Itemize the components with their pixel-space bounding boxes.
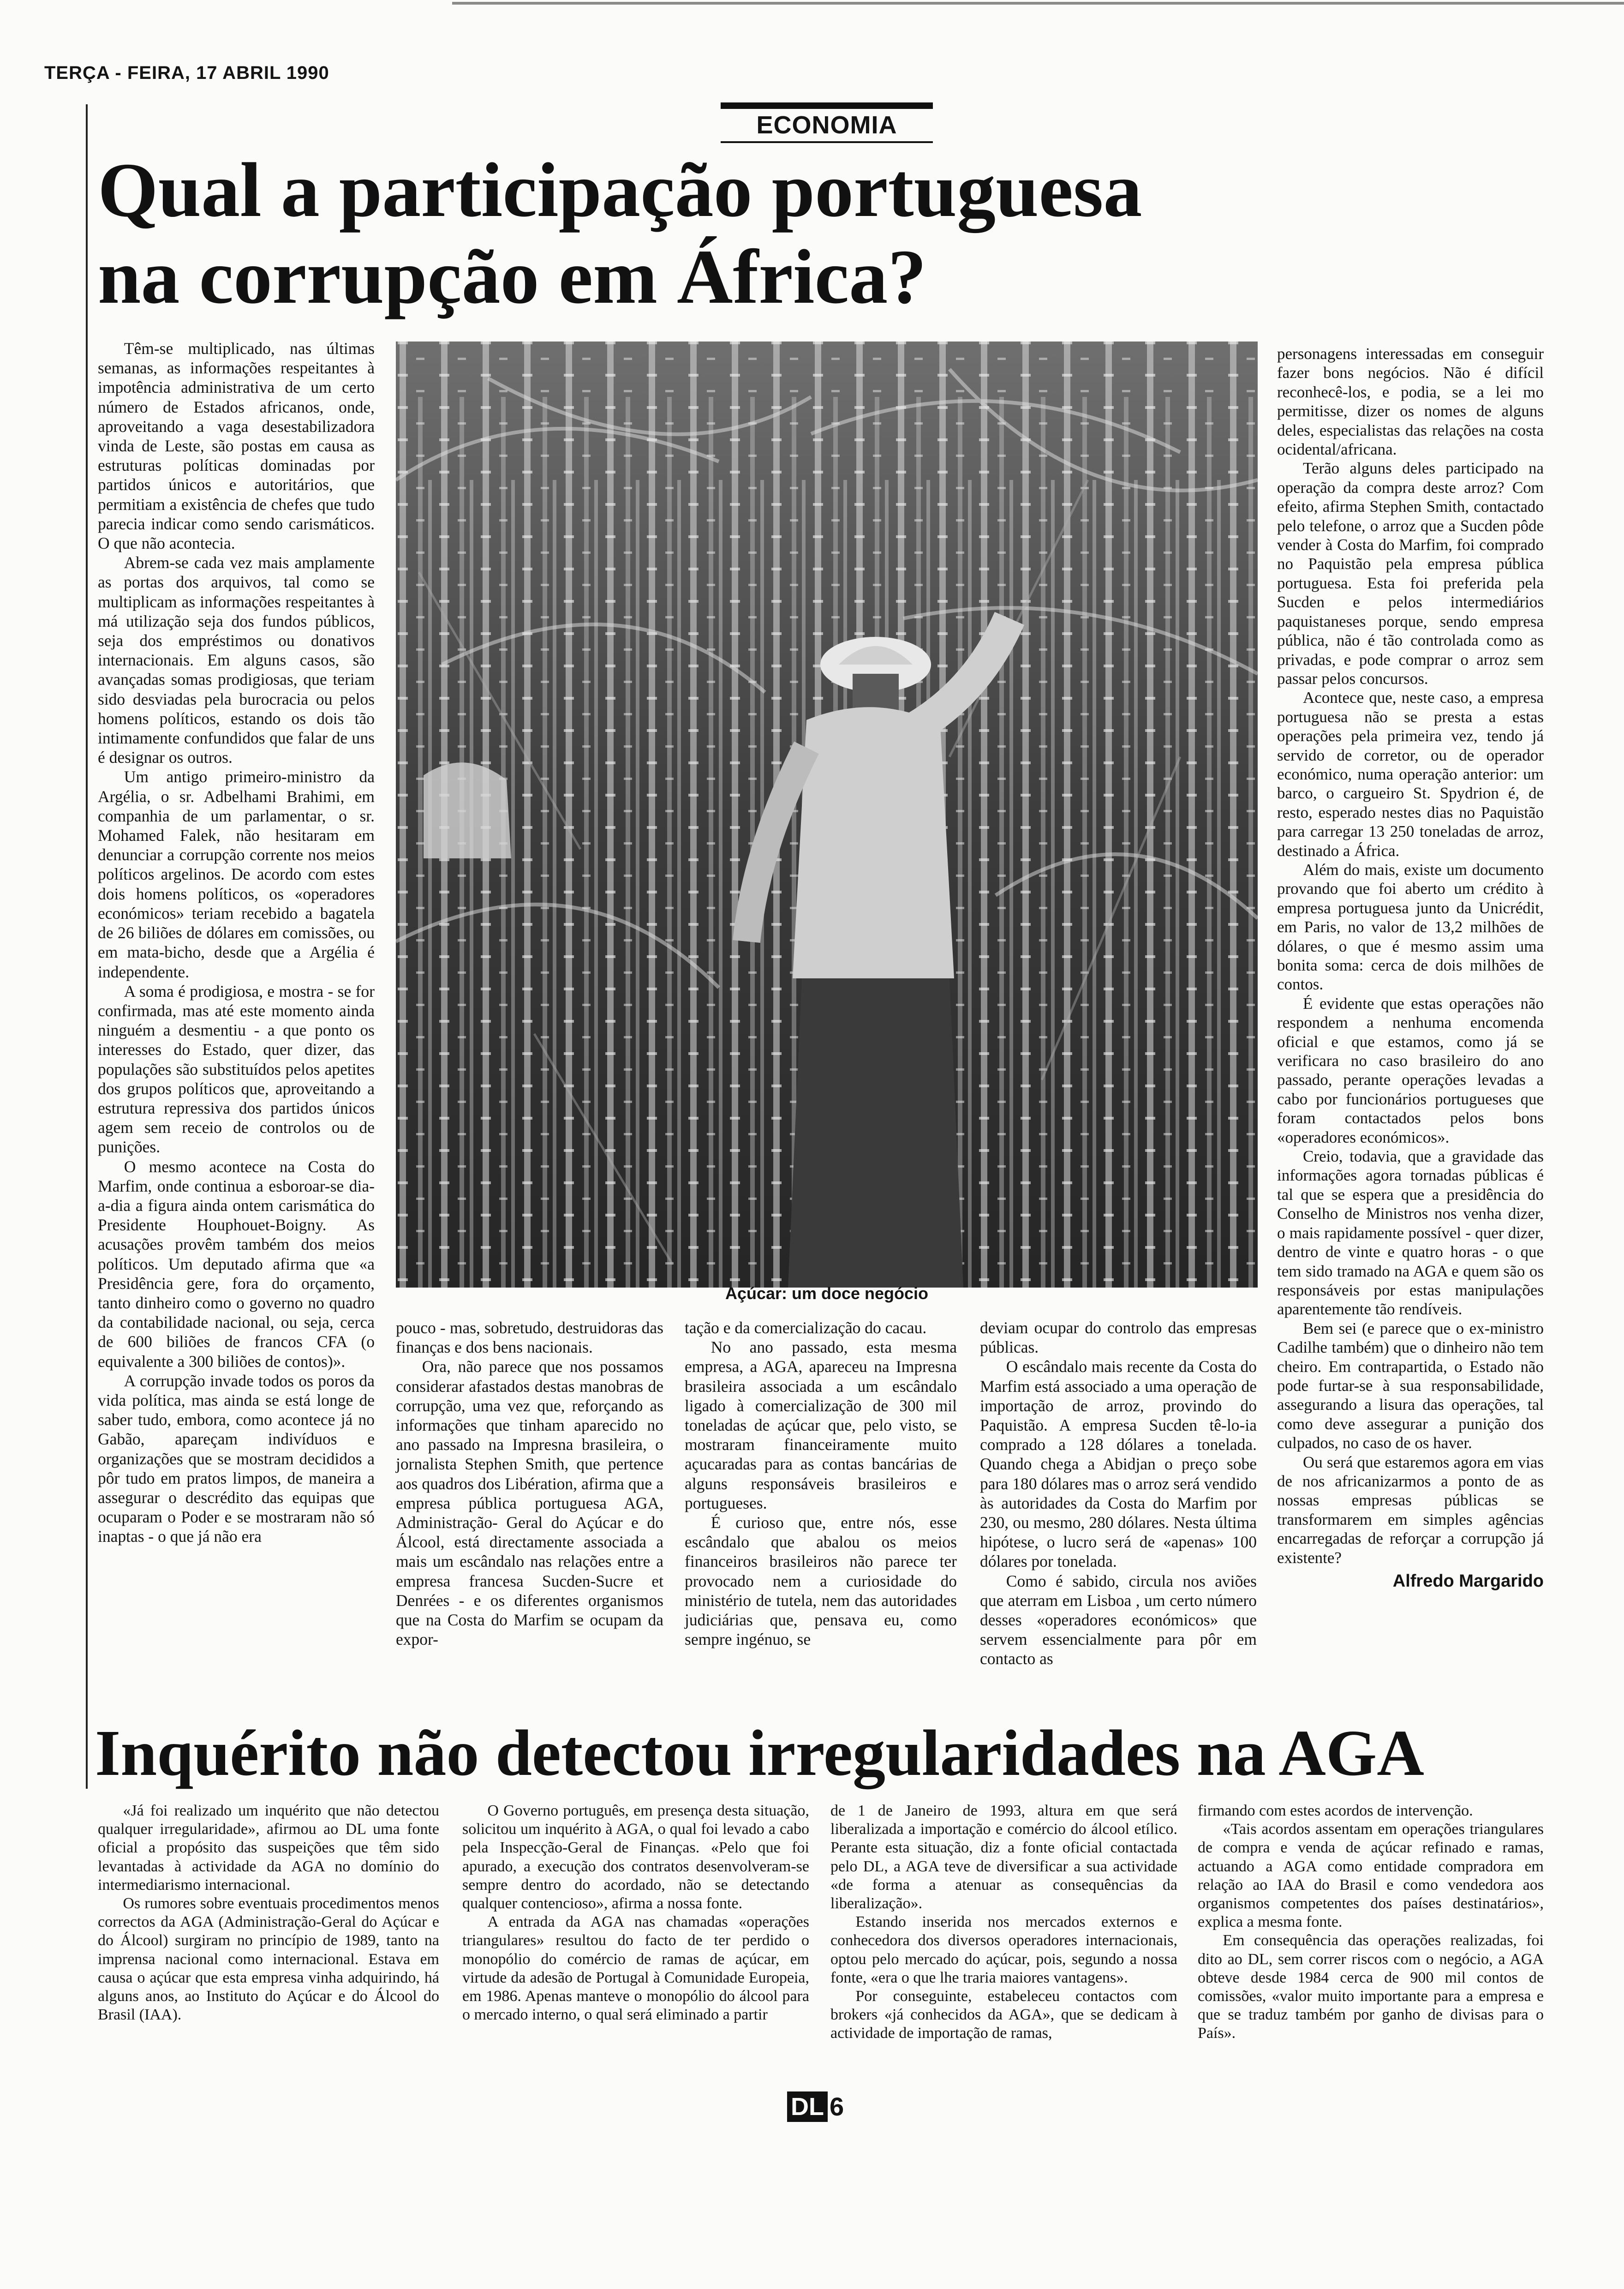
paragraph: Em consequência das operações realizadas, foi dito ao DL, sem correr riscos com o negócio, a AGA obteve desde 1984 cerca de 900 mil contos de comissões, «valor muito importante para a empresa e que se traduz também por ganho de divisas para o País».: [1198, 1932, 1544, 2042]
article2-column-1: [98, 1802, 439, 2024]
article1-column-5: [1277, 344, 1544, 1591]
paragraph: de 1 de Janeiro de 1993, altura em que será liberalizada a importação e comércio do álcool etílico. Perante esta situação, diz a fonte oficial contactada pelo DL, a AGA teve de diversificar a sua actividade «de forma a atenuar as consequências da liberalização».: [830, 1802, 1177, 1912]
article1-column-2: [396, 1318, 663, 1649]
top-rule: [452, 2, 1624, 5]
paragraph: deviam ocupar do controlo das empresas públicas.: [980, 1318, 1257, 1357]
paragraph: firmando com estes acordos de intervenção.: [1198, 1802, 1473, 1819]
paragraph: No ano passado, esta mesma empresa, a AGA, apareceu na Impresna brasileira associada a um escândalo ligado à comercialização de 300 mil toneladas de açúcar que, pelo visto, se mostraram financeiramente muito açucaradas para as contas bancárias de alguns responsáveis brasileiros e portugueses.: [685, 1338, 957, 1512]
article1-column-3: [685, 1318, 957, 1649]
paragraph: Estando inserida nos mercados externos e conhecedora dos diversos operadores internacionais, optou pelo mercado do açúcar, pois, segundo a nossa fonte, «era o que lhe traria maiores vantagens».: [830, 1913, 1177, 1986]
paragraph: Têm-se multiplicado, nas últimas semanas, as informações respeitantes à impotência administrativa de um certo número de Estados africanos, onde, aproveitando a vaga desestabilizadora vinda de Leste, são postas em causa as estruturas políticas dominadas por partidos únicos e autoritários, que permitiam a existência de chefes que tudo parecia indicar como sendo carismáticos. O que não acontecia.: [98, 339, 375, 553]
article2-column-2: [462, 1802, 809, 2024]
paragraph: O mesmo acontece na Costa do Marfim, onde continua a esboroar-se dia-a-dia a figura ainda ontem carismática do Presidente Houphouet-Boigny. As acusações provêm também dos meios políticos. Um deputado afirma que «a Presidência gere, fora do orçamento, tanto dinheiro como o governo no quadro da contabilidade nacional, ou seja, cerca de 600 biliões de francos CFA (o equivalente a 300 biliões de contos)».: [98, 1157, 375, 1371]
paragraph: A corrupção invade todos os poros da vida política, mas ainda se está longe de saber tudo, embora, como acontece já no Gabão, apareçam indivíduos e organizações que se mostram decididos a pôr tudo em pratos limpos, de maneira a assegurar o descrédito das equipas que ocuparam o Poder e se mostraram não só inaptas - o que já não era: [98, 1371, 375, 1546]
byline: Alfredo Margarido: [1392, 1571, 1544, 1591]
paragraph: Ou será que estaremos agora em vias de nos africanizarmos a ponto de as nossas empresas públicas se transformarem em simples agências encarregadas de reforçar a corrupção já existente?: [1277, 1453, 1544, 1567]
issue-date: TERÇA - FEIRA, 17 ABRIL 1990: [44, 63, 329, 83]
paragraph: tação e da comercialização do cacau.: [685, 1318, 927, 1337]
paragraph: Terão alguns deles participado na operação da compra deste arroz? Com efeito, afirma Stephen Smith, contactado pelo telefone, o arroz que a Sucden pôde vender à Costa do Marfim, foi comprado no Paquistão pela empresa pública portuguesa. Esta foi preferida pela Sucden e pelos intermediários paquistaneses porque, sendo empresa pública, não é tão controlada como as privadas, e pode comprar o arroz sem passar pelos concursos.: [1277, 459, 1544, 688]
section-underline: [721, 141, 933, 143]
paragraph: Como é sabido, circula nos aviões que aterram em Lisboa , um certo número desses «operadores económicos» que servem essencialmente para pôr em contacto as: [980, 1571, 1257, 1668]
article2-column-4: [1198, 1802, 1544, 2043]
paragraph: Um antigo primeiro-ministro da Argélia, o sr. Adbelhami Brahimi, em companhia de um parlamentar, o sr. Mohamed Falek, não hesitaram em denunciar a corrupção corrente nos meios políticos argelinos. De acordo com estes dois homens políticos, os «operadores económicos» teriam recebido a bagatela de 26 biliões de dólares em comissões, ou em mata-bicho, desde que a Argélia é independente.: [98, 767, 375, 981]
article1-column-4: [980, 1318, 1257, 1669]
paragraph: É evidente que estas operações não respondem a nenhuma encomenda oficial e que estamos, como já se verificara no caso brasileiro do ano passado, perante operações levadas a cabo por funcionários portugueses que foram contactados pelos bons «operadores económicos».: [1277, 994, 1544, 1146]
newspaper-logo: [787, 2091, 861, 2138]
logo-mark: DL: [787, 2091, 828, 2122]
paragraph: pouco - mas, sobretudo, destruidoras das finanças e dos bens nacionais.: [396, 1318, 663, 1357]
paragraph: É curioso que, entre nós, esse escândalo que abalou os meios financeiros brasileiros não parece ter provocado nem a curiosidade do ministério de tutela, nem das autoridades judiciárias que, pensava eu, como sempre ingénuo, se: [685, 1513, 957, 1649]
paragraph: Creio, todavia, que a gravidade das informações agora tornadas públicas é tal que se espera que a presidência do Conselho de Ministros nos venha dizer, o mais rapidamente possível - quer dizer, dentro de vinte e quatro horas - o que tem sido tramado na AGA e quem são os responsáveis por estas manipulações aparentemente tão rendíveis.: [1277, 1147, 1544, 1318]
photo-caption: Açúcar: um doce negócio: [725, 1284, 929, 1303]
paragraph: O escândalo mais recente da Costa do Marfim está associado a uma operação de importação de arroz, provindo do Paquistão. A empresa Sucden tê-lo-ia comprado a 128 dólares a tonelada. Quando chega a Abidjan o preço sobe para 180 dólares mas o arroz será vendido às autoridades da Costa do Marfim por 230, ou mesmo, 280 dólares. Nesta última hipótese, o lucro será de «apenas» 100 dólares por tonelada.: [980, 1357, 1257, 1571]
paragraph: Além do mais, existe um documento provando que foi aberto um crédito à empresa portuguesa junto da Unicrédit, em Paris, no valor de 13,2 milhões de dólares, o que é mesmo assim uma bonita soma: cerca de dois milhões de contos.: [1277, 860, 1544, 994]
paragraph: Os rumores sobre eventuais procedimentos menos correctos da AGA (Administração-Geral do Açúcar e do Álcool) surgiram no princípio de 1989, tanto na imprensa nacional como internacional. Estava em causa o açúcar que esta empresa vinha adquirindo, há alguns anos, ao Instituto do Açúcar e do Álcool do Brasil (IAA).: [98, 1895, 439, 2024]
article1-headline: [98, 147, 1436, 320]
sugarcane-photo: [396, 342, 1258, 1288]
paragraph: A soma é prodigiosa, e mostra - se for confirmada, mas até este momento ainda ninguém a desmentiu - a que ponto os interesses do Estado, quer dizer, das populações são substituídos pelos apetites dos grupos políticos que, aproveitando a estrutura repressiva dos partidos únicos agem sem receio de controlos ou de punições.: [98, 982, 375, 1156]
section-bar: [721, 102, 933, 109]
article2-headline: Inquérito não detectou irregularidades na AGA: [95, 1716, 1424, 1789]
paragraph: Ora, não parece que nos possamos considerar afastados destas manobras de corrupção, uma vez que, reforçando as informações que tinham aparecido no ano passado na Impresna brasileira, o jornalista Stephen Smith, que pertence aos quadros dos Libération, afirma que a empresa pública portuguesa AGA, Administração- Geral do Açúcar e do Álcool, está directamente associada a mais um escândalo nas relações entre a empresa francesa Sucden-Sucre et Denrées - e os diferentes organismos que na Costa do Marfim se ocupam da expor-: [396, 1357, 663, 1649]
page-frame-left: [86, 104, 88, 1789]
page-number: 6: [829, 2092, 844, 2121]
article2-column-3: [830, 1802, 1177, 2043]
paragraph: O Governo português, em presença desta situação, solicitou um inquérito à AGA, o qual foi levado a cabo pela Inspecção-Geral de Finanças. «Pelo que foi apurado, a execução dos contratos desenvolveram-se sempre dentro do acordado, não se detectando qualquer contencioso», afirma a nossa fonte.: [462, 1802, 809, 1912]
article1-column-1: [98, 339, 375, 1546]
paragraph: «Tais acordos assentam em operações triangulares de compra e venda de açúcar refinado e ramas, actuando a AGA como entidade compradora em relação ao IAA do Brasil e como vendedora aos organismos competentes dos países destinatários», explica a mesma fonte.: [1198, 1821, 1544, 1931]
paragraph: A entrada da AGA nas chamadas «operações triangulares» resultou do facto de ter perdido o monopólio do comércio de ramas de açúcar, em virtude da adesão de Portugal à Comunidade Europeia, em 1986. Apenas manteve o monopólio do álcool para o mercado interno, o qual será eliminado a partir: [462, 1913, 809, 2024]
paragraph: Bem sei (e parece que o ex-ministro Cadilhe também) que o dinheiro não tem cheiro. Em contrapartida, o Estado não pode furtar-se à sua responsabilidade, assegurando a lisura das operações, tal como deve assegurar a punição dos culpados, no caso de os haver.: [1277, 1319, 1544, 1452]
headline-line-1: Qual a participação portuguesa: [98, 147, 1142, 233]
paragraph: Abrem-se cada vez mais amplamente as portas dos arquivos, tal como se multiplicam as informações respeitantes à má utilização seja dos fundos públicos, seja dos empréstimos ou donativos internacionais. Em alguns casos, são avançadas somas prodigiosas, que teriam sido desviadas pela burocracia ou pelos homens políticos, estando os dois tão intimamente confundidos que falar de uns é designar os outros.: [98, 553, 375, 767]
paragraph: «Já foi realizado um inquérito que não detectou qualquer irregularidade», afirmou ao DL uma fonte oficial a propósito das suspeições que têm sido levantadas à actividade da AGA no domínio do intermediarismo internacional.: [98, 1802, 439, 1894]
paragraph: Acontece que, neste caso, a empresa portuguesa não se presta a estas operações pela primeira vez, tendo já servido de corretor, ou de operador económico, numa operação anterior: um barco, o cargueiro St. Spydrion é, de resto, esperado nestes dias no Paquistão para carregar 13 250 toneladas de arroz, destinado a África.: [1277, 689, 1544, 860]
paragraph: Por conseguinte, estabeleceu contactos com brokers «já conhecidos da AGA», que se dedicam à actividade de importação de ramas,: [830, 1988, 1177, 2042]
section-label: ECONOMIA: [756, 111, 897, 139]
headline-line-2: na corrupção em África?: [98, 234, 927, 320]
paragraph: personagens interessadas em conseguir fazer bons negócios. Não é difícil reconhecê-los, e podia, se a lei mo permitisse, dizer os nomes de alguns deles, especialistas das relações na costa ocidental/africana.: [1277, 345, 1544, 459]
